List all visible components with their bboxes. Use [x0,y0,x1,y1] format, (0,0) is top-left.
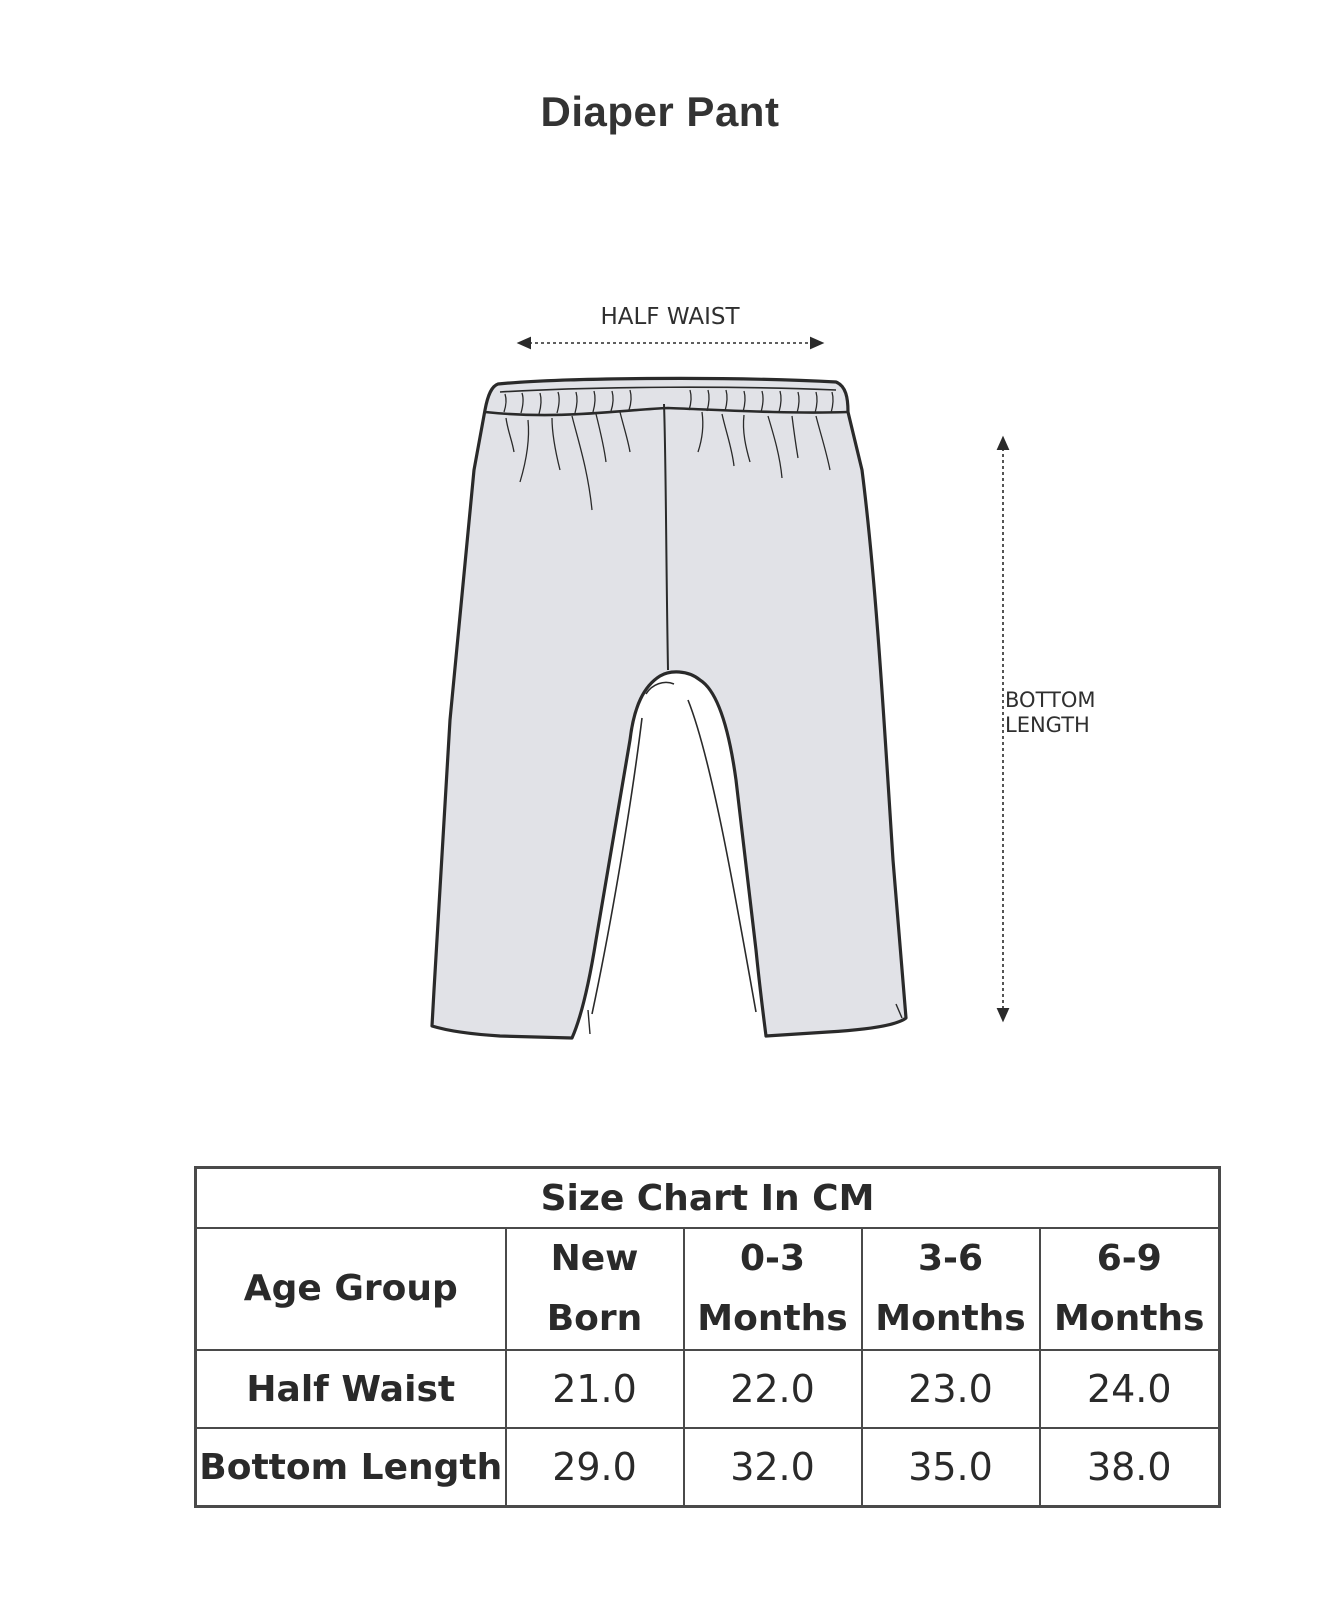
column-header-line1: 6-9 [1096,1238,1162,1279]
bottom-length-label-line1: BOTTOM [1005,688,1096,712]
table-cell: 24.0 [1040,1350,1220,1428]
column-header-6-9-months [1040,1228,1220,1350]
column-header-line1: New [550,1238,639,1279]
row-label-half-waist: Half Waist [196,1350,506,1428]
table-row-bottom-length [196,1428,1220,1507]
table-cell: 29.0 [506,1428,684,1507]
row-label-bottom-length: Bottom Length [196,1428,506,1507]
table-cell: 23.0 [862,1350,1040,1428]
column-header-line2: Months [875,1298,1026,1339]
half-waist-label: HALF WAIST [600,304,740,330]
bottom-length-label [1005,688,1115,738]
page-title: Diaper Pant [540,88,780,135]
bottom-length-label-line2: LENGTH [1005,713,1090,737]
column-header-line2: Months [697,1298,848,1339]
table-cell: 38.0 [1040,1428,1220,1507]
column-header-newborn [506,1228,684,1350]
column-header-line1: 0-3 [739,1238,806,1279]
size-chart-caption: Size Chart In CM [196,1168,1220,1229]
column-header-line1: 3-6 [917,1238,984,1279]
age-group-header: Age Group [196,1228,506,1350]
column-header-3-6-months [862,1228,1040,1350]
table-row-half-waist [196,1350,1220,1428]
pants-illustration [432,378,906,1038]
size-chart-table [194,1166,1221,1508]
column-header-line2: Months [1054,1298,1205,1339]
column-header-line2: Born [546,1298,643,1339]
table-cell: 35.0 [862,1428,1040,1507]
table-cell: 21.0 [506,1350,684,1428]
table-cell: 32.0 [684,1428,862,1507]
column-header-0-3-months [684,1228,862,1350]
table-cell: 22.0 [684,1350,862,1428]
